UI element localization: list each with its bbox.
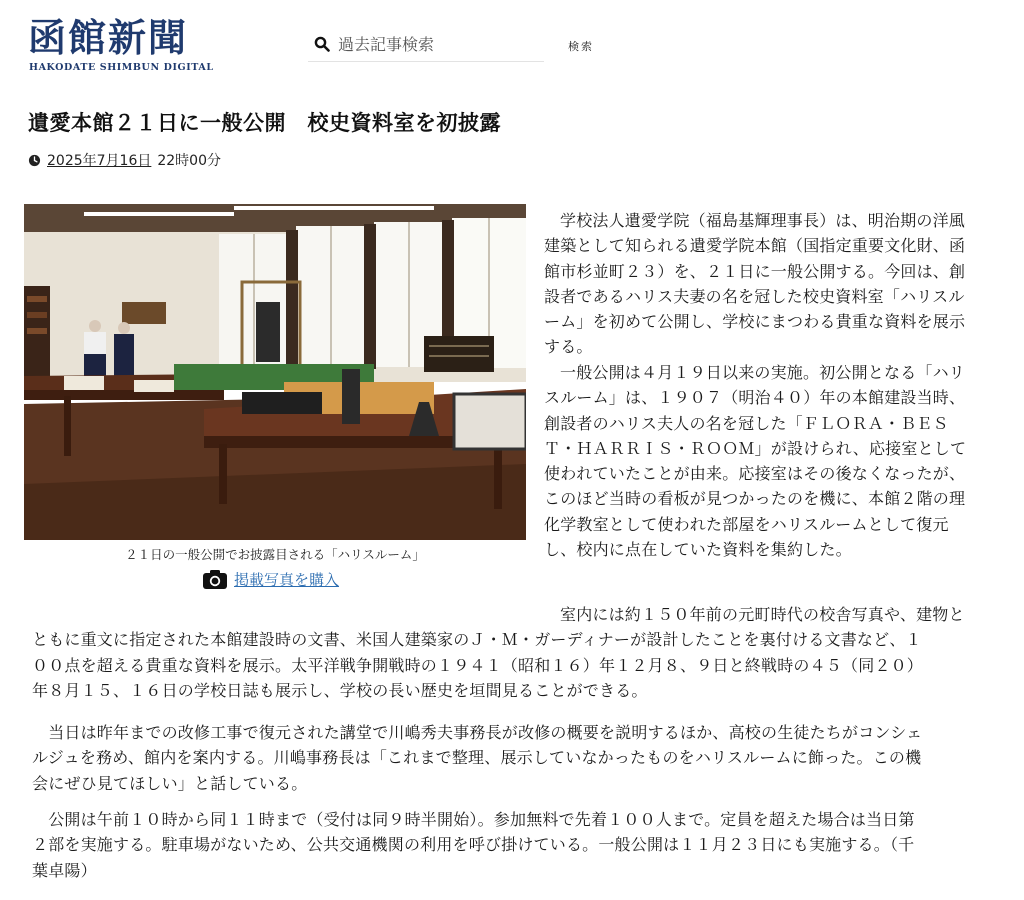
paragraph-line: このほど当時の看板が見つかったのを機に、本館２階の理: [544, 489, 966, 509]
paragraph-line: 創設者のハリス夫人の名を冠した「ＦＬＯＲＡ・ＢＥＳ: [544, 413, 949, 433]
paragraph-line: し、校内に点在していた資料を集約した。: [544, 540, 852, 560]
paragraph-4: [32, 720, 922, 796]
search-box: [308, 28, 544, 62]
paragraph-line: 設者であるハリス夫妻の名を冠した校史資料室「ハリスル: [544, 286, 965, 306]
paragraph-line: ００点を超える貴重な資料を展示。太平洋戦争開戦時の１９４１（昭和１６）年１２月８、９日と終戦時の４５（同２０）: [32, 655, 924, 675]
photo-caption: ２１日の一般公開でお披露目される「ハリスルーム」: [125, 547, 425, 562]
paragraph-line: 室内には約１５０年前の元町時代の校舎写真や、建物と: [560, 605, 965, 624]
article-photo[interactable]: [24, 204, 526, 540]
paragraph-line: ルジュを務め、館内を案内する。川嶋事務長は「これまで整理、展示していなかったものをハリスルームに飾った。この機: [32, 748, 922, 768]
paragraph-line: 当日は昨年までの改修工事で復元された講堂で川嶋秀夫事務長が改修の概要を説明するほか、高校の生徒たちがコンシェ: [32, 723, 923, 742]
article-date-link[interactable]: 2025年7月16日: [47, 153, 152, 169]
paragraph-line: ーム」を初めて公開し、学校にまつわる貴重な資料を展示: [544, 312, 966, 332]
article-time: 22時00分: [157, 153, 221, 169]
paragraph-line: 館市杉並町２３）を、２１日に一般公開する。今回は、創: [544, 261, 966, 281]
site-header: [0, 0, 1024, 90]
buy-photo[interactable]: [202, 568, 339, 590]
paragraph-line: 一般公開は４月１９日以来の実施。初公開となる「ハリ: [560, 363, 966, 382]
logo-subtitle: HAKODATE SHIMBUN DIGITAL: [29, 62, 214, 73]
search-icon: [314, 36, 330, 52]
paragraph-line: 葉卓陽）: [32, 860, 97, 880]
paragraph-line: 建築として知られる遺愛学院本館（国指定重要文化財、函: [544, 236, 966, 256]
paragraph-1: [544, 208, 966, 360]
logo-text: 函館新聞: [28, 15, 189, 60]
site-logo[interactable]: [28, 14, 228, 76]
paragraph-3: [32, 602, 965, 703]
paragraph-line: スルーム」は、１９０７（明治４０）年の本館建設当時、: [544, 388, 966, 408]
paragraph-line: 年８月１５、１６日の学校日誌も展示し、学校の長い歴史を垣間見ることができる。: [32, 680, 648, 700]
paragraph-line: 使われていたことが由来。応接室はその後なくなったが、: [544, 464, 966, 484]
paragraph-line: 学校法人遺愛学院（福島基輝理事長）は、明治期の洋風: [560, 211, 966, 230]
camera-icon: [202, 568, 228, 590]
paragraph-line: 公開は午前１０時から同１１時まで（受付は同９時半開始）。参加無料で先着１００人まで。定員を超えた場合は当日第: [32, 810, 915, 829]
paragraph-line: する。: [544, 337, 593, 357]
article-title: 遺愛本館２１日に一般公開 校史資料室を初披露: [28, 111, 501, 135]
paragraph-line: ２部を実施する。駐車場がないため、公共交通機関の利用を呼び掛けている。一般公開は１１月２３日にも実施する。（千: [32, 835, 915, 855]
clock-icon: [28, 154, 41, 167]
paragraph-line: 会にぜひ見てほしい」と話している。: [32, 773, 308, 793]
paragraph-5: [32, 807, 915, 883]
buy-photo-link[interactable]: 掲載写真を購入: [234, 570, 340, 589]
paragraph-2: [544, 360, 967, 562]
photo-harris-room: [24, 204, 526, 540]
search-button[interactable]: 検索: [568, 40, 594, 53]
article-dateline: [28, 150, 221, 170]
search-input[interactable]: [338, 30, 538, 58]
paragraph-line: 化学教室として使われた部屋をハリスルームとして復元: [544, 514, 949, 534]
paragraph-line: ともに重文に指定された本館建設時の文書、米国人建築家のＪ・Ｍ・ガーディナーが設計したことを裏付ける文書など、１: [32, 630, 922, 650]
paragraph-line: Ｔ・ＨＡＲＲＩＳ・ＲＯＯＭ」が設けられ、応接室として: [544, 438, 967, 458]
